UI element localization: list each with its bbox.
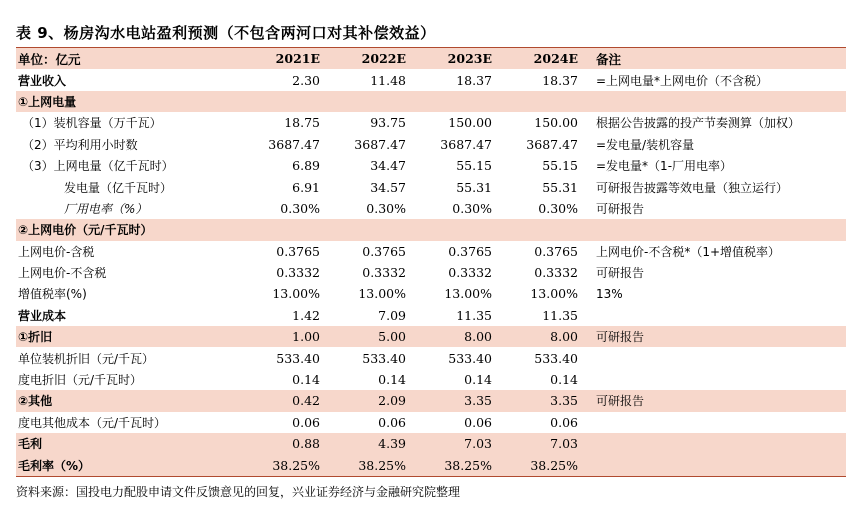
header-2022e: 2022E xyxy=(324,48,410,70)
cell-value-2022e: 3687.47 xyxy=(354,136,406,152)
cell-value-2021e: 13.00% xyxy=(272,286,320,302)
cell-value-2023e: 0.14 xyxy=(464,372,492,388)
cell-value-2022e: 93.75 xyxy=(370,115,406,131)
cell-value-2024e: 8.00 xyxy=(496,326,582,347)
row-note: 根据公告披露的投产节奏测算（加权） xyxy=(596,116,801,131)
cell-value-2023e: 0.3332 xyxy=(448,265,492,281)
table-row xyxy=(16,91,846,112)
cell-value-2022e: 13.00% xyxy=(358,286,406,302)
cell-value-2022e: 0.06 xyxy=(378,414,406,430)
row-note: 可研报告 xyxy=(596,201,645,216)
table-row xyxy=(16,433,846,454)
table-row xyxy=(16,390,846,411)
row-note: =发电量*（1-厂用电率） xyxy=(596,159,733,174)
table-row xyxy=(16,454,846,476)
table-row xyxy=(16,69,846,90)
cell-value-2024e: 0.06 xyxy=(550,414,578,430)
cell-value-2021e: 2.30 xyxy=(292,72,320,88)
cell-value-2022e: 7.09 xyxy=(378,307,406,323)
cell-value-2024e: 13.00% xyxy=(530,286,578,302)
table-row xyxy=(16,262,846,283)
row-note xyxy=(582,454,846,476)
cell-value-2023e: 0.30% xyxy=(452,200,492,216)
cell-value-2024e xyxy=(496,91,582,112)
row-label: （2）平均利用小时数 xyxy=(22,137,138,152)
cell-value-2022e: 0.3332 xyxy=(362,265,406,281)
row-note: 上网电价-不含税*（1+增值税率） xyxy=(596,244,781,259)
cell-value-2024e: 18.37 xyxy=(542,72,578,88)
row-note xyxy=(582,433,846,454)
row-note: =发电量/装机容量 xyxy=(596,137,695,152)
cell-value-2021e: 0.14 xyxy=(292,372,320,388)
row-label: 度电折旧（元/千瓦时） xyxy=(18,373,143,388)
cell-value-2024e: 0.3765 xyxy=(534,243,578,259)
cell-value-2021e: 6.91 xyxy=(292,179,320,195)
cell-value-2024e: 7.03 xyxy=(496,433,582,454)
table-row xyxy=(16,241,846,262)
table-title: 表 9、杨房沟水电站盈利预测（不包含两河口对其补偿效益） xyxy=(16,24,436,42)
cell-value-2024e: 38.25% xyxy=(496,454,582,476)
cell-value-2022e: 0.3765 xyxy=(362,243,406,259)
row-label: 发电量（亿千瓦时） xyxy=(64,180,173,195)
cell-value-2023e: 533.40 xyxy=(448,350,492,366)
row-note xyxy=(582,347,846,368)
cell-value-2024e: 55.31 xyxy=(542,179,578,195)
cell-value-2023e: 7.03 xyxy=(410,433,496,454)
cell-value-2021e: 0.30% xyxy=(280,200,320,216)
cell-value-2024e: 0.30% xyxy=(538,200,578,216)
row-note: 可研报告披露等效电量（独立运行） xyxy=(596,180,789,195)
cell-value-2024e: 3687.47 xyxy=(526,136,578,152)
header-2021e: 2021E xyxy=(236,48,324,70)
cell-value-2022e xyxy=(324,219,410,240)
cell-value-2021e: 0.88 xyxy=(236,433,324,454)
row-label: ②上网电价（元/千瓦时） xyxy=(16,219,236,240)
row-note xyxy=(582,369,846,390)
cell-value-2021e: 6.89 xyxy=(292,158,320,174)
cell-value-2023e: 3687.47 xyxy=(440,136,492,152)
table-row xyxy=(16,305,846,326)
row-note xyxy=(582,412,846,433)
cell-value-2021e: 1.42 xyxy=(292,307,320,323)
cell-value-2021e: 1.00 xyxy=(236,326,324,347)
cell-value-2022e: 38.25% xyxy=(324,454,410,476)
cell-value-2022e: 0.14 xyxy=(378,372,406,388)
cell-value-2022e xyxy=(324,91,410,112)
cell-value-2022e: 2.09 xyxy=(324,390,410,411)
profit-forecast-table xyxy=(16,47,846,477)
header-2023e: 2023E xyxy=(410,48,496,70)
cell-value-2021e: 0.42 xyxy=(236,390,324,411)
cell-value-2024e: 11.35 xyxy=(542,307,578,323)
row-label: （3）上网电量（亿千瓦时） xyxy=(22,159,174,174)
table-row xyxy=(16,112,846,133)
row-label: ①上网电量 xyxy=(16,91,236,112)
header-2024e: 2024E xyxy=(496,48,582,70)
cell-value-2022e: 11.48 xyxy=(370,72,406,88)
cell-value-2023e: 18.37 xyxy=(456,72,492,88)
cell-value-2022e: 34.57 xyxy=(370,179,406,195)
cell-value-2023e: 150.00 xyxy=(448,115,492,131)
cell-value-2024e: 55.15 xyxy=(542,158,578,174)
cell-value-2021e: 38.25% xyxy=(236,454,324,476)
row-label: 营业收入 xyxy=(18,73,67,88)
table-row xyxy=(16,326,846,347)
row-label: 毛利率（%） xyxy=(16,454,236,476)
table-header-row xyxy=(16,48,846,70)
cell-value-2023e: 55.15 xyxy=(456,158,492,174)
table-body xyxy=(16,69,846,476)
cell-value-2021e xyxy=(236,219,324,240)
table-row xyxy=(16,155,846,176)
row-label: ①折旧 xyxy=(16,326,236,347)
row-note: 13% xyxy=(596,286,623,301)
table-row xyxy=(16,347,846,368)
table-row xyxy=(16,283,846,304)
table-row xyxy=(16,176,846,197)
cell-value-2023e xyxy=(410,91,496,112)
cell-value-2023e: 3.35 xyxy=(410,390,496,411)
cell-value-2021e: 533.40 xyxy=(276,350,320,366)
table-row xyxy=(16,198,846,219)
row-note xyxy=(582,219,846,240)
cell-value-2021e: 0.3765 xyxy=(276,243,320,259)
row-note: 可研报告 xyxy=(582,326,846,347)
cell-value-2024e xyxy=(496,219,582,240)
cell-value-2024e: 0.14 xyxy=(550,372,578,388)
row-note: =上网电量*上网电价（不含税） xyxy=(596,73,769,88)
cell-value-2022e: 4.39 xyxy=(324,433,410,454)
cell-value-2023e: 13.00% xyxy=(444,286,492,302)
row-label: 毛利 xyxy=(16,433,236,454)
row-note xyxy=(582,305,846,326)
cell-value-2021e: 0.3332 xyxy=(276,265,320,281)
table-row xyxy=(16,134,846,155)
cell-value-2021e: 0.06 xyxy=(292,414,320,430)
row-label: 上网电价-不含税 xyxy=(18,266,107,281)
row-label: 上网电价-含税 xyxy=(18,244,95,259)
cell-value-2021e xyxy=(236,91,324,112)
row-label: 营业成本 xyxy=(18,308,67,323)
row-note xyxy=(582,91,846,112)
row-note: 可研报告 xyxy=(582,390,846,411)
cell-value-2024e: 533.40 xyxy=(534,350,578,366)
cell-value-2022e: 0.30% xyxy=(366,200,406,216)
cell-value-2023e: 8.00 xyxy=(410,326,496,347)
cell-value-2022e: 34.47 xyxy=(370,158,406,174)
cell-value-2022e: 5.00 xyxy=(324,326,410,347)
source-note: 资料来源：国投电力配股申请文件反馈意见的回复，兴业证券经济与金融研究院整理 xyxy=(16,485,461,499)
row-label: ②其他 xyxy=(16,390,236,411)
cell-value-2022e: 533.40 xyxy=(362,350,406,366)
cell-value-2023e: 55.31 xyxy=(456,179,492,195)
cell-value-2021e: 3687.47 xyxy=(268,136,320,152)
row-label: 度电其他成本（元/千瓦时） xyxy=(18,415,167,430)
cell-value-2021e: 18.75 xyxy=(284,115,320,131)
header-unit: 单位：亿元 xyxy=(16,48,236,70)
row-label: （1）装机容量（万千瓦） xyxy=(22,116,162,131)
table-row xyxy=(16,412,846,433)
cell-value-2023e xyxy=(410,219,496,240)
cell-value-2024e: 0.3332 xyxy=(534,265,578,281)
cell-value-2024e: 3.35 xyxy=(496,390,582,411)
row-label: 单位装机折旧（元/千瓦） xyxy=(18,351,155,366)
table-row xyxy=(16,219,846,240)
header-notes: 备注 xyxy=(582,48,846,70)
row-note: 可研报告 xyxy=(596,266,645,281)
row-label: 增值税率(%) xyxy=(18,287,87,302)
cell-value-2024e: 150.00 xyxy=(534,115,578,131)
cell-value-2023e: 38.25% xyxy=(410,454,496,476)
cell-value-2023e: 0.3765 xyxy=(448,243,492,259)
table-row xyxy=(16,369,846,390)
cell-value-2023e: 0.06 xyxy=(464,414,492,430)
row-label: 厂用电率（%） xyxy=(64,201,148,216)
cell-value-2023e: 11.35 xyxy=(456,307,492,323)
